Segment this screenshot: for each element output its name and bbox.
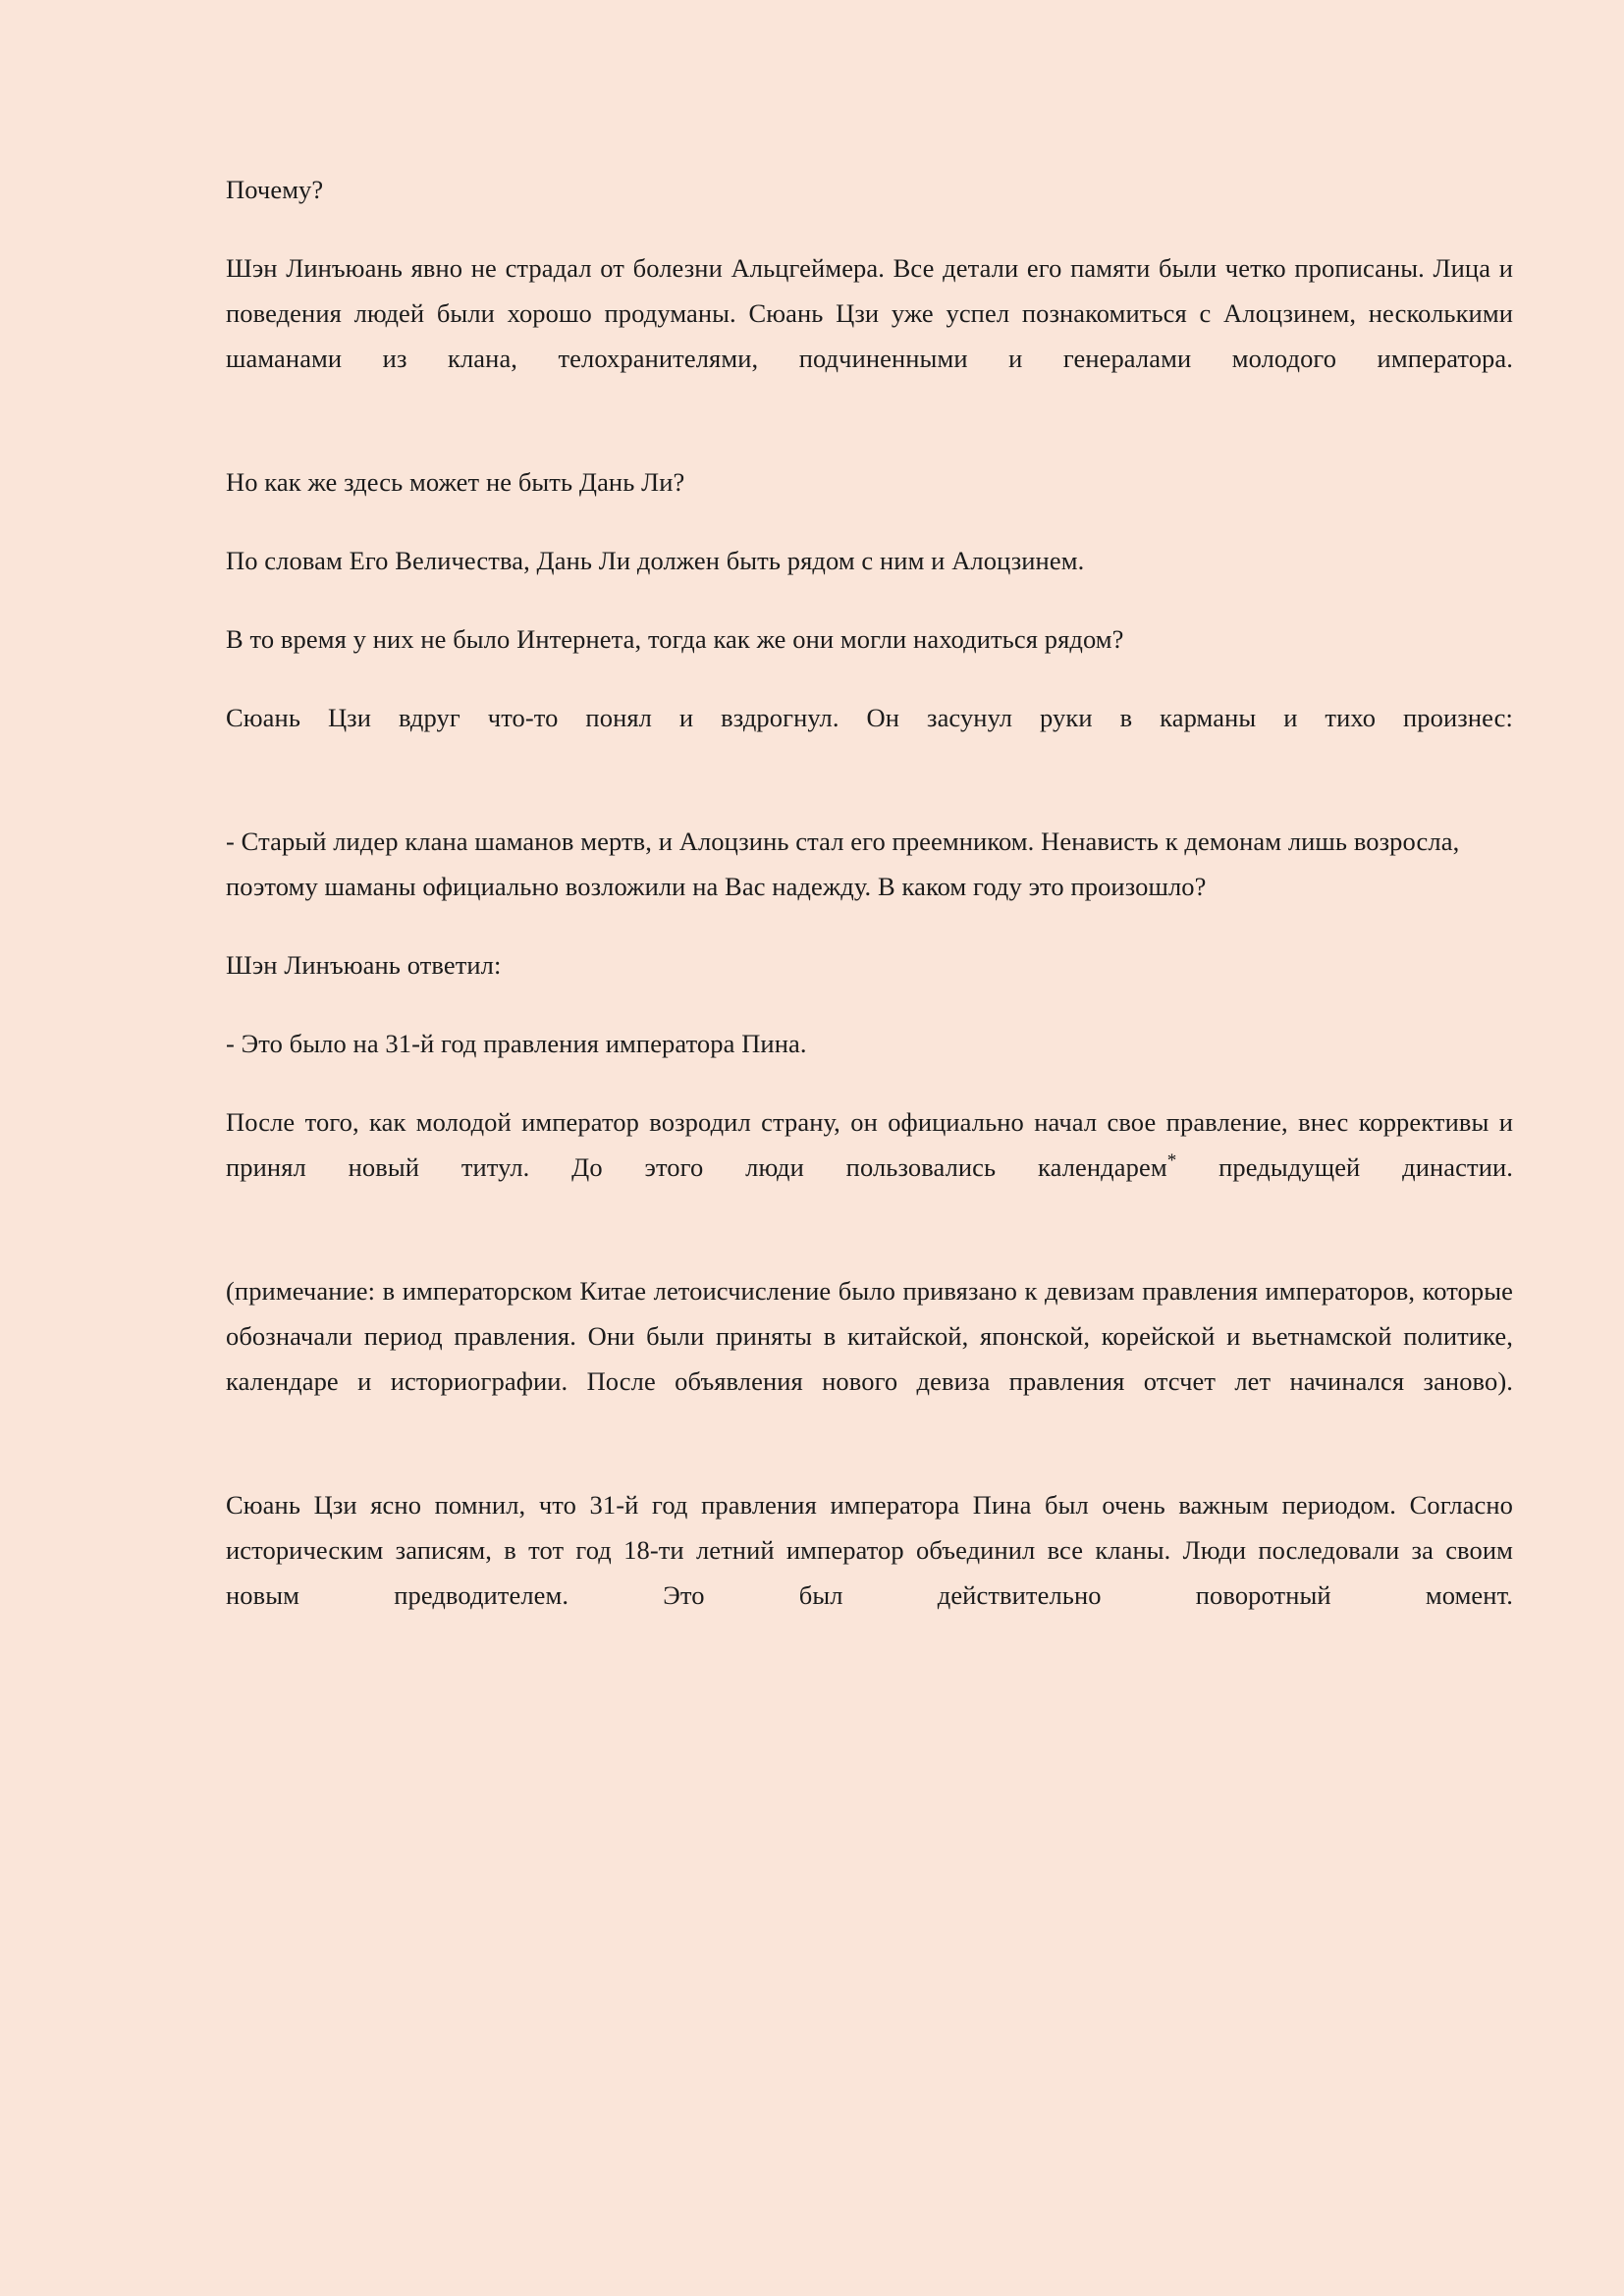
paragraph-dialogue-old-leader: - Старый лидер клана шаманов мертв, и Алоцзинь стал его преемником. Ненависть к демонам лишь возросла, поэтому шаманы официально возложили на Вас надежду. В каком году это произошло? xyxy=(226,827,1460,901)
paragraph-historical-records: Сюань Цзи ясно помнил, что 31-й год правления императора Пина был очень важным периодом. Согласно историческим записям, в тот год 18-ти летний император объединил все кланы. Люди последовали за своим новым предводителем. Это был действительно поворотный момент. xyxy=(226,1490,1513,1610)
paragraph-shen-lingyuan-memory: Шэн Линъюань явно не страдал от болезни Альцгеймера. Все детали его памяти были четко прописаны. Лица и поведения людей были хорошо продуманы. Сюань Цзи уже успел познакомиться с Алоцзинем, несколькими шаманами из клана, телохранителями, подчиненными и генералами молодого императора. xyxy=(226,253,1513,373)
paragraph-no-internet: В то время у них не было Интернета, тогда как же они могли находиться рядом? xyxy=(226,624,1124,654)
calendar-text-after-asterisk: предыдущей династии. xyxy=(1176,1152,1513,1182)
paragraph-where-is-dan-li: Но как же здесь может не быть Дань Ли? xyxy=(226,467,685,497)
paragraph-question-why: Почему? xyxy=(226,175,324,204)
paragraph-calendar-reform xyxy=(226,1099,1513,1235)
document-body xyxy=(226,167,1513,1663)
paragraph-translator-note: (примечание: в императорском Китае летоисчисление было привязано к девизам правления императоров, которые обозначали период правления. Они были приняты в китайской, японской, корейской и вьетнамской политике, календаре и историографии. После объявления нового девиза правления отсчет лет начинался заново). xyxy=(226,1276,1513,1396)
footnote-asterisk-marker: * xyxy=(1166,1150,1177,1172)
paragraph-xuan-ji-realization: Сюань Цзи вдруг что-то понял и вздрогнул. Он засунул руки в карманы и тихо произнес: xyxy=(226,703,1513,732)
calendar-text-before-asterisk: После того, как молодой император возродил страну, он официально начал свое правление, внес коррективы и принял новый титул. До этого люди пользовались календарем xyxy=(226,1107,1513,1182)
paragraph-dialogue-year-31: - Это было на 31-й год правления императора Пина. xyxy=(226,1029,807,1058)
paragraph-his-majesty-words: По словам Его Величества, Дань Ли должен быть рядом с ним и Алоцзинем. xyxy=(226,546,1085,575)
paragraph-shen-lingyuan-replied: Шэн Линъюань ответил: xyxy=(226,950,502,980)
